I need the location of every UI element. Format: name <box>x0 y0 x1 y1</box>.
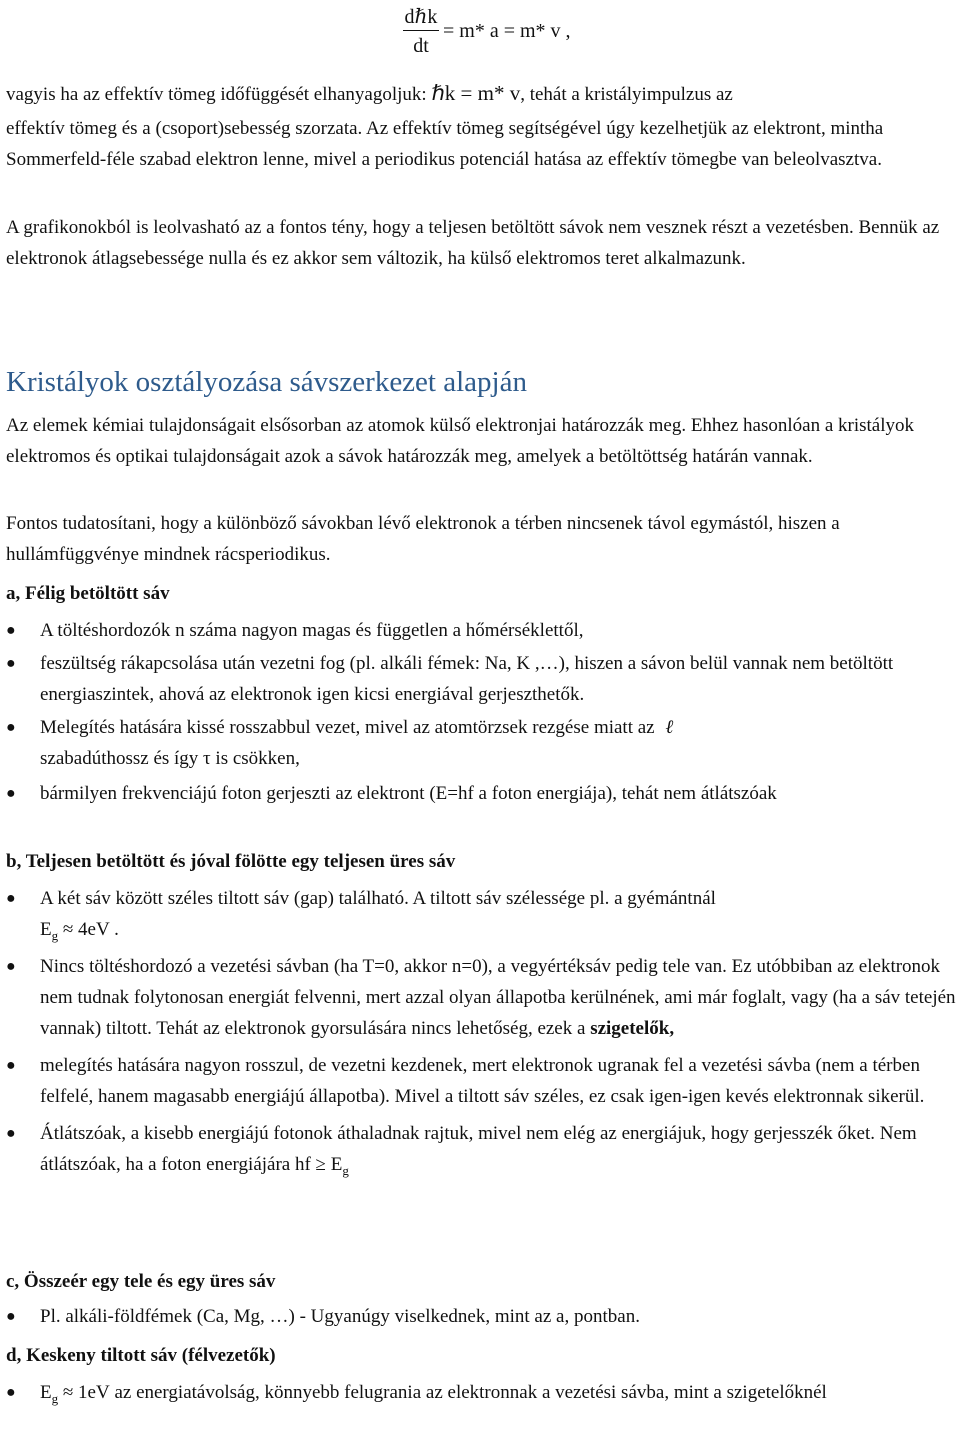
section-b-list <box>6 883 956 1180</box>
paragraph-effective-mass <box>6 78 956 175</box>
paragraph-chemical-properties <box>6 410 956 472</box>
heading-title: Kristályok osztályozása sávszerkezet alapján <box>6 366 527 398</box>
list-item <box>6 1118 956 1180</box>
bullet-icon: ● <box>6 890 16 907</box>
bullet-icon: ● <box>6 655 16 672</box>
energy-symbol: E <box>40 919 52 940</box>
fraction <box>401 4 441 61</box>
list-item <box>6 1377 956 1408</box>
mean-free-path-symbol: ℓ <box>665 717 674 738</box>
text: , tehát a kristályimpulzus az <box>520 84 733 105</box>
section-b <box>6 846 956 1180</box>
list-item <box>6 1301 956 1332</box>
paragraph-line <box>6 78 956 110</box>
section-heading <box>6 364 956 400</box>
section-b-title: b, Teljesen betöltött és jóval fölötte egy teljesen üres sáv <box>6 851 456 872</box>
section-d <box>6 1340 956 1408</box>
list-item-text: A két sáv között széles tiltott sáv (gap) található. A tiltott sáv szélessége pl. a gyémántnál <box>40 888 716 909</box>
bullet-icon: ● <box>6 719 16 736</box>
bullet-icon: ● <box>6 785 16 802</box>
paragraph-text: Az elemek kémiai tulajdonságait elsősorban az atomok külső elektronjai határozzák meg. Ehhez hasonlóan a kristályok elektromos és optikai tulajdonságait azok a sávok határozzák meg, amelyek a betöltöttség határán vannak. <box>6 415 915 467</box>
bullet-icon: ● <box>6 1057 16 1074</box>
list-item-text: Nincs töltéshordozó a vezetési sávban (ha T=0, akkor n=0), a vegyértéksáv pedig tele van. Ez utóbbiban az elektronok nem tudnak folytonosan energiát felvenni, mert azzal olyan állapotba kerülnének, ami már foglalt, vagy (ha a sáv tetején vannak) tiltott. Tehát az elektronok gyorsulására nincs lehetőség, ezek a <box>40 956 956 1039</box>
paragraph-text: effektív tömeg és a (csoport)sebesség szorzata. Az effektív tömeg segítségével úgy kezelhetjük az elektront, mintha Sommerfeld-féle szabad elektron lenne, mivel a periodikus potenciál hatása az effektív tömegbe van beleolvasztva. <box>6 118 884 170</box>
energy-gap-equation <box>40 1382 110 1406</box>
list-item <box>6 1050 956 1112</box>
list-item-text: az energiatávolság, könnyebb felugrania az elektronnak a vezetési sávba, mint a szigetelőknél <box>109 1382 827 1403</box>
gap-subscript: g <box>51 1390 59 1406</box>
paragraph-wavefunction <box>6 508 956 570</box>
gap-subscript: g <box>51 927 59 943</box>
list-item-text: Pl. alkáli-földfémek (Ca, Mg, …) - Ugyanúgy viselkednek, mint az a, pontban. <box>40 1306 640 1327</box>
list-item <box>6 615 956 646</box>
list-item <box>6 648 956 710</box>
paragraph-filled-bands <box>6 212 956 274</box>
list-item-text: szabadúthossz és így τ is csökken, <box>40 748 300 769</box>
gap-value: ≈ 1eV <box>58 1382 110 1403</box>
inline-equation-momentum: ℏk = m* v <box>431 81 521 105</box>
gap-value: ≈ 4eV . <box>58 919 119 940</box>
list-item-text: Átlátszóak, a kisebb energiájú fotonok áthaladnak rajtuk, mivel nem elég az energiájuk, hogy gerjesszék őket. Nem átlátszóak, ha a foton energiájára <box>40 1123 917 1175</box>
condition-text: hf ≥ E <box>294 1154 343 1175</box>
list-item <box>6 951 956 1044</box>
list-item-text: feszültség rákapcsolása után vezetni fog (pl. alkáli fémek: Na, K ,…), hiszen a sávon belül vannak nem betöltött energiaszintek, ahová az elektronok igen kicsi energiával gerjeszthetők. <box>40 653 894 705</box>
energy-symbol: E <box>40 1382 52 1403</box>
list-item <box>6 778 956 809</box>
section-c-list <box>6 1301 956 1332</box>
paragraph-text: A grafikonokból is leolvasható az a fontos tény, hogy a teljesen betöltött sávok nem vesznek részt a vezetésben. Bennük az elektronok átlagsebessége nulla és ez akkor sem változik, ha külső elektromos teret alkalmazunk. <box>6 217 940 269</box>
equation-rhs: = m* a = m* v , <box>443 20 571 42</box>
section-d-list <box>6 1377 956 1408</box>
energy-gap-equation <box>40 919 119 943</box>
equation-dk-dt <box>401 4 621 64</box>
fraction-numerator: dℏk <box>404 6 438 28</box>
section-d-title: d, Keskeny tiltott sáv (félvezetők) <box>6 1345 276 1366</box>
bullet-icon: ● <box>6 1125 16 1142</box>
bullet-icon: ● <box>6 1384 16 1401</box>
list-item-text: bármilyen frekvenciájú foton gerjeszti az elektront (E=hf a foton energiája), tehát nem átlátszóak <box>40 783 777 804</box>
bullet-icon: ● <box>6 958 16 975</box>
section-a-title: a, Félig betöltött sáv <box>6 583 170 604</box>
gap-subscript: g <box>342 1162 349 1178</box>
list-item <box>6 712 956 774</box>
list-item-text: melegítés hatására nagyon rosszul, de vezetni kezdenek, mert elektronok ugranak fel a vezetési sávba (nem a térben felfelé, hanem magasabb energiájú állapotba). Mivel a tiltott sáv széles, ez csak igen-igen kevés elektronnak sikerül. <box>40 1055 925 1107</box>
paragraph-text: Fontos tudatosítani, hogy a különböző sávokban lévő elektronok a térben nincsenek távol egymástól, hiszen a hullámfüggvénye mindnek rácsperiodikus. <box>6 513 840 565</box>
section-c <box>6 1266 956 1332</box>
section-c-title: c, Összeér egy tele és egy üres sáv <box>6 1271 276 1292</box>
list-item-text: Melegítés hatására kissé rosszabbul vezet, mivel az atomtörzsek rezgése miatt az <box>40 717 655 738</box>
section-a-list <box>6 615 956 809</box>
list-item <box>6 883 956 945</box>
fraction-denominator: dt <box>413 35 429 57</box>
bullet-icon: ● <box>6 1308 16 1325</box>
section-a <box>6 578 956 809</box>
bold-term: szigetelők, <box>590 1018 675 1039</box>
text: vagyis ha az effektív tömeg időfüggését elhanyagoljuk: <box>6 84 427 105</box>
photon-energy-condition <box>294 1154 349 1178</box>
list-item-text: A töltéshordozók n száma nagyon magas és független a hőmérséklettől, <box>40 620 584 641</box>
bullet-icon: ● <box>6 622 16 639</box>
